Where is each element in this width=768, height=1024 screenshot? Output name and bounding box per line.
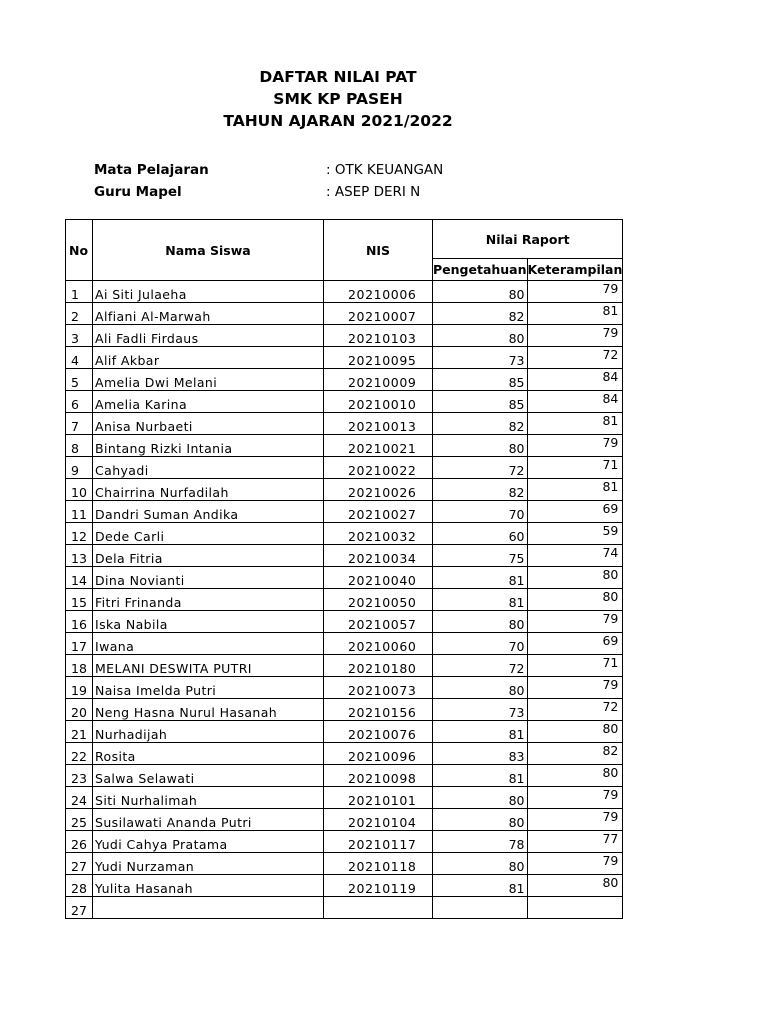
cell-nama: Nurhadijah bbox=[93, 721, 324, 743]
cell-nama: Ali Fadli Firdaus bbox=[93, 325, 324, 347]
col-header-keterampilan: Keterampilan bbox=[527, 259, 623, 281]
cell-keterampilan: 79 bbox=[527, 281, 623, 303]
cell-nis: 20210073 bbox=[324, 677, 433, 699]
subject-value: : OTK KEUANGAN bbox=[326, 162, 444, 178]
table-row bbox=[66, 303, 623, 325]
cell-nama: Rosita bbox=[93, 743, 324, 765]
cell-nama: Siti Nurhalimah bbox=[93, 787, 324, 809]
cell-nis: 20210103 bbox=[324, 325, 433, 347]
cell-nama bbox=[93, 897, 324, 919]
table-body bbox=[66, 281, 623, 919]
cell-nama: Cahyadi bbox=[93, 457, 324, 479]
cell-nama: Dede Carli bbox=[93, 523, 324, 545]
cell-nama: Iska Nabila bbox=[93, 611, 324, 633]
cell-pengetahuan: 80 bbox=[433, 611, 528, 633]
cell-nis: 20210010 bbox=[324, 391, 433, 413]
cell-nama: Chairrina Nurfadilah bbox=[93, 479, 324, 501]
cell-pengetahuan: 72 bbox=[433, 457, 528, 479]
cell-pengetahuan: 80 bbox=[433, 281, 528, 303]
cell-nis: 20210050 bbox=[324, 589, 433, 611]
cell-no: 21 bbox=[66, 721, 93, 743]
grades-table bbox=[65, 219, 623, 919]
table-row bbox=[66, 677, 623, 699]
cell-no: 28 bbox=[66, 875, 93, 897]
cell-keterampilan: 80 bbox=[527, 567, 623, 589]
meta-info bbox=[94, 159, 443, 203]
cell-no: 11 bbox=[66, 501, 93, 523]
col-header-nama: Nama Siswa bbox=[93, 220, 324, 281]
cell-keterampilan: 81 bbox=[527, 413, 623, 435]
cell-pengetahuan: 82 bbox=[433, 479, 528, 501]
table-row bbox=[66, 325, 623, 347]
col-header-pengetahuan: Pengetahuan bbox=[433, 259, 528, 281]
cell-keterampilan: 81 bbox=[527, 479, 623, 501]
cell-pengetahuan: 60 bbox=[433, 523, 528, 545]
cell-keterampilan: 79 bbox=[527, 325, 623, 347]
cell-no: 8 bbox=[66, 435, 93, 457]
cell-no: 3 bbox=[66, 325, 93, 347]
table-row bbox=[66, 699, 623, 721]
meta-row-subject bbox=[94, 159, 443, 181]
cell-no: 15 bbox=[66, 589, 93, 611]
cell-keterampilan: 79 bbox=[527, 809, 623, 831]
table-row bbox=[66, 787, 623, 809]
table-row bbox=[66, 369, 623, 391]
table-row bbox=[66, 545, 623, 567]
cell-nama: Bintang Rizki Intania bbox=[93, 435, 324, 457]
table-row bbox=[66, 523, 623, 545]
cell-no: 17 bbox=[66, 633, 93, 655]
cell-nis: 20210117 bbox=[324, 831, 433, 853]
cell-nama: Salwa Selawati bbox=[93, 765, 324, 787]
cell-no: 27 bbox=[66, 897, 93, 919]
cell-nis: 20210057 bbox=[324, 611, 433, 633]
table-row bbox=[66, 743, 623, 765]
cell-nama: Yulita Hasanah bbox=[93, 875, 324, 897]
cell-nama: Dandri Suman Andika bbox=[93, 501, 324, 523]
cell-keterampilan: 72 bbox=[527, 699, 623, 721]
cell-keterampilan: 80 bbox=[527, 721, 623, 743]
cell-nama: Amelia Dwi Melani bbox=[93, 369, 324, 391]
cell-nis: 20210180 bbox=[324, 655, 433, 677]
cell-keterampilan: 71 bbox=[527, 655, 623, 677]
cell-keterampilan: 80 bbox=[527, 765, 623, 787]
cell-no: 13 bbox=[66, 545, 93, 567]
cell-keterampilan: 81 bbox=[527, 303, 623, 325]
cell-keterampilan: 74 bbox=[527, 545, 623, 567]
cell-nis: 20210026 bbox=[324, 479, 433, 501]
cell-no: 25 bbox=[66, 809, 93, 831]
title-line-3: TAHUN AJARAN 2021/2022 bbox=[223, 112, 453, 130]
teacher-label: Guru Mapel bbox=[94, 184, 182, 200]
col-header-nilai-raport: Nilai Raport bbox=[433, 220, 623, 259]
cell-nama: Ai Siti Julaeha bbox=[93, 281, 324, 303]
table-row bbox=[66, 633, 623, 655]
cell-no: 26 bbox=[66, 831, 93, 853]
table-row bbox=[66, 479, 623, 501]
cell-pengetahuan: 80 bbox=[433, 787, 528, 809]
cell-nis: 20210119 bbox=[324, 875, 433, 897]
cell-pengetahuan: 83 bbox=[433, 743, 528, 765]
cell-nis: 20210060 bbox=[324, 633, 433, 655]
cell-keterampilan: 79 bbox=[527, 787, 623, 809]
table-row bbox=[66, 457, 623, 479]
table-row bbox=[66, 281, 623, 303]
cell-keterampilan: 80 bbox=[527, 875, 623, 897]
table-row bbox=[66, 831, 623, 853]
title-line-1: DAFTAR NILAI PAT bbox=[259, 68, 417, 86]
cell-nis: 20210156 bbox=[324, 699, 433, 721]
cell-keterampilan: 79 bbox=[527, 677, 623, 699]
cell-pengetahuan: 80 bbox=[433, 677, 528, 699]
cell-nis: 20210076 bbox=[324, 721, 433, 743]
cell-keterampilan: 71 bbox=[527, 457, 623, 479]
cell-pengetahuan: 81 bbox=[433, 875, 528, 897]
document-title bbox=[0, 66, 676, 132]
cell-no: 18 bbox=[66, 655, 93, 677]
cell-nis: 20210040 bbox=[324, 567, 433, 589]
cell-no: 23 bbox=[66, 765, 93, 787]
cell-no: 2 bbox=[66, 303, 93, 325]
cell-nama: MELANI DESWITA PUTRI bbox=[93, 655, 324, 677]
cell-nama: Naisa Imelda Putri bbox=[93, 677, 324, 699]
table-row bbox=[66, 853, 623, 875]
cell-no: 14 bbox=[66, 567, 93, 589]
title-line-2: SMK KP PASEH bbox=[273, 90, 403, 108]
cell-pengetahuan: 85 bbox=[433, 369, 528, 391]
cell-pengetahuan: 70 bbox=[433, 633, 528, 655]
cell-nis: 20210118 bbox=[324, 853, 433, 875]
cell-pengetahuan: 72 bbox=[433, 655, 528, 677]
cell-keterampilan: 77 bbox=[527, 831, 623, 853]
cell-keterampilan: 69 bbox=[527, 633, 623, 655]
cell-no: 10 bbox=[66, 479, 93, 501]
table-row bbox=[66, 721, 623, 743]
cell-nama: Fitri Frinanda bbox=[93, 589, 324, 611]
table-row bbox=[66, 347, 623, 369]
cell-pengetahuan: 75 bbox=[433, 545, 528, 567]
cell-nis bbox=[324, 897, 433, 919]
cell-keterampilan: 69 bbox=[527, 501, 623, 523]
table-row bbox=[66, 589, 623, 611]
cell-pengetahuan: 81 bbox=[433, 567, 528, 589]
table-row bbox=[66, 765, 623, 787]
cell-keterampilan: 59 bbox=[527, 523, 623, 545]
meta-row-teacher bbox=[94, 181, 443, 203]
cell-nis: 20210009 bbox=[324, 369, 433, 391]
cell-pengetahuan: 80 bbox=[433, 435, 528, 457]
cell-keterampilan: 84 bbox=[527, 391, 623, 413]
cell-no: 24 bbox=[66, 787, 93, 809]
cell-no: 27 bbox=[66, 853, 93, 875]
cell-keterampilan: 82 bbox=[527, 743, 623, 765]
table-row bbox=[66, 567, 623, 589]
cell-pengetahuan: 81 bbox=[433, 721, 528, 743]
cell-nama: Iwana bbox=[93, 633, 324, 655]
cell-pengetahuan bbox=[433, 897, 528, 919]
cell-keterampilan: 79 bbox=[527, 853, 623, 875]
cell-no: 12 bbox=[66, 523, 93, 545]
table-row bbox=[66, 655, 623, 677]
cell-nama: Susilawati Ananda Putri bbox=[93, 809, 324, 831]
cell-no: 5 bbox=[66, 369, 93, 391]
table-row bbox=[66, 611, 623, 633]
cell-keterampilan: 72 bbox=[527, 347, 623, 369]
cell-nis: 20210096 bbox=[324, 743, 433, 765]
cell-pengetahuan: 85 bbox=[433, 391, 528, 413]
col-header-no: No bbox=[66, 220, 93, 281]
cell-pengetahuan: 81 bbox=[433, 765, 528, 787]
cell-nis: 20210104 bbox=[324, 809, 433, 831]
cell-no: 9 bbox=[66, 457, 93, 479]
cell-pengetahuan: 73 bbox=[433, 699, 528, 721]
cell-pengetahuan: 73 bbox=[433, 347, 528, 369]
cell-nama: Anisa Nurbaeti bbox=[93, 413, 324, 435]
cell-nama: Neng Hasna Nurul Hasanah bbox=[93, 699, 324, 721]
cell-nama: Amelia Karina bbox=[93, 391, 324, 413]
cell-nis: 20210032 bbox=[324, 523, 433, 545]
cell-no: 4 bbox=[66, 347, 93, 369]
cell-keterampilan: 80 bbox=[527, 589, 623, 611]
cell-no: 19 bbox=[66, 677, 93, 699]
cell-pengetahuan: 78 bbox=[433, 831, 528, 853]
cell-no: 16 bbox=[66, 611, 93, 633]
table-row bbox=[66, 435, 623, 457]
cell-nis: 20210034 bbox=[324, 545, 433, 567]
table-row bbox=[66, 501, 623, 523]
table-row bbox=[66, 897, 623, 919]
cell-keterampilan: 79 bbox=[527, 611, 623, 633]
cell-pengetahuan: 81 bbox=[433, 589, 528, 611]
cell-keterampilan bbox=[527, 897, 623, 919]
cell-nis: 20210022 bbox=[324, 457, 433, 479]
cell-nama: Alfiani Al-Marwah bbox=[93, 303, 324, 325]
cell-nama: Alif Akbar bbox=[93, 347, 324, 369]
cell-nis: 20210006 bbox=[324, 281, 433, 303]
table-row bbox=[66, 875, 623, 897]
cell-pengetahuan: 82 bbox=[433, 303, 528, 325]
cell-nis: 20210021 bbox=[324, 435, 433, 457]
cell-nama: Dela Fitria bbox=[93, 545, 324, 567]
col-header-nis: NIS bbox=[324, 220, 433, 281]
cell-nis: 20210007 bbox=[324, 303, 433, 325]
cell-nama: Dina Novianti bbox=[93, 567, 324, 589]
cell-nis: 20210098 bbox=[324, 765, 433, 787]
cell-nama: Yudi Nurzaman bbox=[93, 853, 324, 875]
cell-no: 1 bbox=[66, 281, 93, 303]
cell-nis: 20210027 bbox=[324, 501, 433, 523]
table-row bbox=[66, 391, 623, 413]
cell-no: 20 bbox=[66, 699, 93, 721]
cell-nama: Yudi Cahya Pratama bbox=[93, 831, 324, 853]
cell-nis: 20210095 bbox=[324, 347, 433, 369]
cell-nis: 20210101 bbox=[324, 787, 433, 809]
cell-pengetahuan: 70 bbox=[433, 501, 528, 523]
subject-label: Mata Pelajaran bbox=[94, 162, 209, 178]
table-row bbox=[66, 413, 623, 435]
cell-no: 7 bbox=[66, 413, 93, 435]
cell-no: 6 bbox=[66, 391, 93, 413]
cell-nis: 20210013 bbox=[324, 413, 433, 435]
cell-keterampilan: 79 bbox=[527, 435, 623, 457]
cell-keterampilan: 84 bbox=[527, 369, 623, 391]
cell-pengetahuan: 80 bbox=[433, 325, 528, 347]
cell-pengetahuan: 82 bbox=[433, 413, 528, 435]
table-row bbox=[66, 809, 623, 831]
cell-no: 22 bbox=[66, 743, 93, 765]
cell-pengetahuan: 80 bbox=[433, 853, 528, 875]
teacher-value: : ASEP DERI N bbox=[326, 184, 421, 200]
cell-pengetahuan: 80 bbox=[433, 809, 528, 831]
